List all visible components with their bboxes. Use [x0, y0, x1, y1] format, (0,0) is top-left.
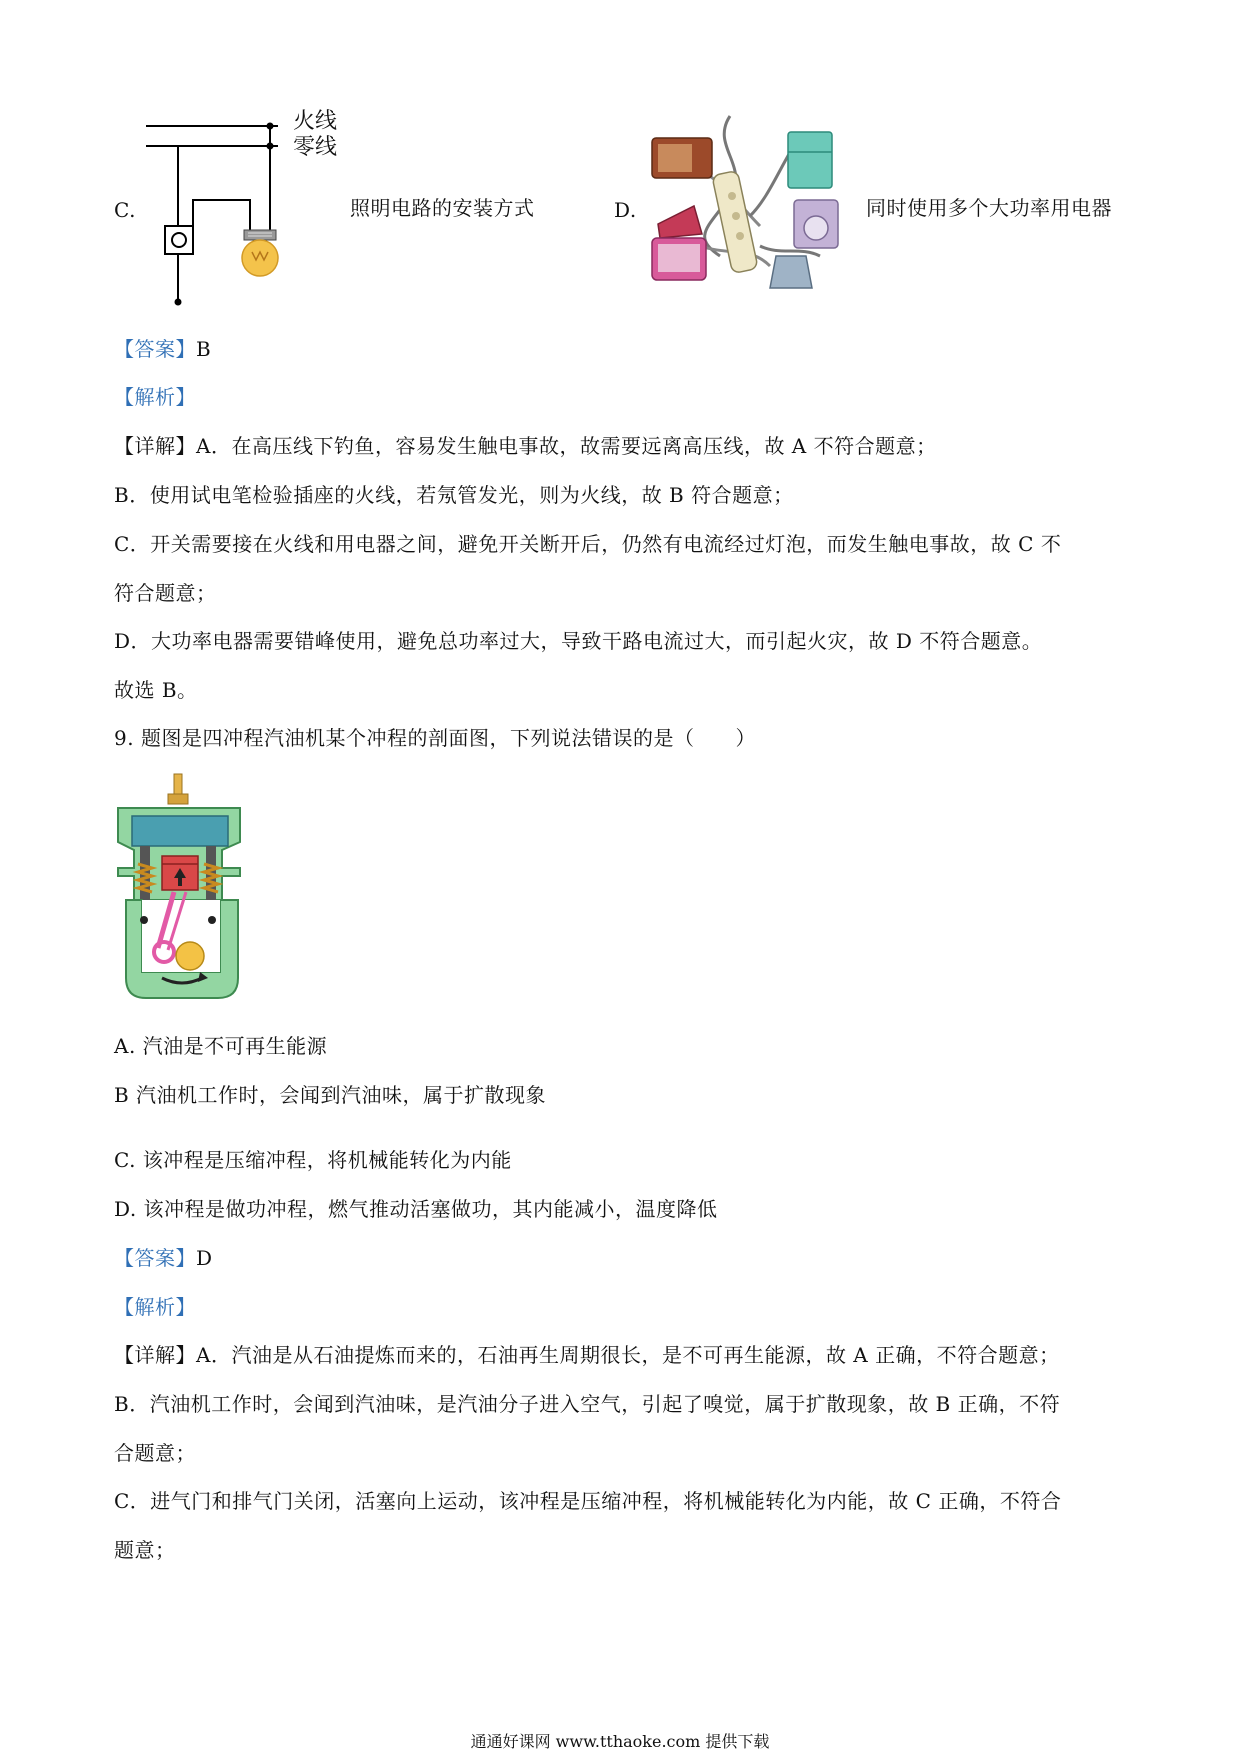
live-wire-label: 火线	[293, 109, 338, 134]
q9-option-a: A. 汽油是不可再生能源	[114, 1034, 328, 1058]
detail-text: A．汽油是从石油提炼而来的，石油再生周期很长，是不可再生能源，故 A 正确，不符合题意；	[196, 1343, 1060, 1367]
q9-detail-line: 题意；	[114, 1538, 176, 1562]
q8-detail-line: D．大功率电器需要错峰使用，避免总功率过大，导致干路电流过大，而引起火灾，故 D 不符合题意。	[114, 629, 1043, 653]
analysis-tag: 【解析】	[114, 1295, 196, 1319]
q9-question: 9. 题图是四冲程汽油机某个冲程的剖面图，下列说法错误的是（ ）	[114, 726, 756, 750]
overloaded-power-strip-illustration	[650, 106, 860, 306]
detail-tag: 【详解】	[114, 434, 196, 458]
page-footer: 通通好课网 www.tthaoke.com 提供下载	[470, 1732, 770, 1751]
answer-value: D	[196, 1246, 213, 1270]
q9-option-b: B 汽油机工作时，会闻到汽油味，属于扩散现象	[114, 1083, 547, 1107]
engine-cross-section-diagram	[112, 772, 252, 1012]
q9-detail-line: C．进气门和排气门关闭，活塞向上运动，该冲程是压缩冲程，将机械能转化为内能，故 C 正确，不符合	[114, 1489, 1062, 1513]
answer-tag: 【答案】	[114, 1246, 196, 1270]
option-d-caption: 同时使用多个大功率用电器	[866, 196, 1112, 220]
q8-detail-line: B．使用试电笔检验插座的火线，若氖管发光，则为火线，故 B 符合题意；	[114, 483, 794, 507]
option-d-letter: D.	[614, 198, 637, 222]
q8-answer	[114, 335, 211, 363]
q8-detail-line: C．开关需要接在火线和用电器之间，避免开关断开后，仍然有电流经过灯泡，而发生触电事故，故 C 不	[114, 532, 1062, 556]
option-c-letter: C.	[114, 198, 136, 222]
q8-detail-line	[114, 432, 937, 460]
q9-detail-line: B．汽油机工作时，会闻到汽油味，是汽油分子进入空气，引起了嗅觉，属于扩散现象，故 B 正确，不符	[114, 1392, 1061, 1416]
q8-detail-line: 符合题意；	[114, 581, 217, 605]
detail-tag: 【详解】	[114, 1343, 196, 1367]
answer-tag: 【答案】	[114, 337, 196, 361]
analysis-tag: 【解析】	[114, 385, 196, 409]
detail-text: A．在高压线下钓鱼，容易发生触电事故，故需要远离高压线，故 A 不符合题意；	[196, 434, 937, 458]
q8-detail-line: 故选 B。	[114, 678, 198, 702]
option-c-caption: 照明电路的安装方式	[350, 196, 535, 220]
q9-option-d: D. 该冲程是做功冲程，燃气推动活塞做功，其内能减小，温度降低	[114, 1197, 718, 1221]
neutral-wire-label: 零线	[293, 135, 338, 160]
q9-detail-line	[114, 1341, 1060, 1369]
q9-option-c: C. 该冲程是压缩冲程，将机械能转化为内能	[114, 1148, 512, 1172]
q9-answer	[114, 1244, 213, 1272]
answer-value: B	[196, 337, 212, 361]
q9-detail-line: 合题意；	[114, 1441, 196, 1465]
